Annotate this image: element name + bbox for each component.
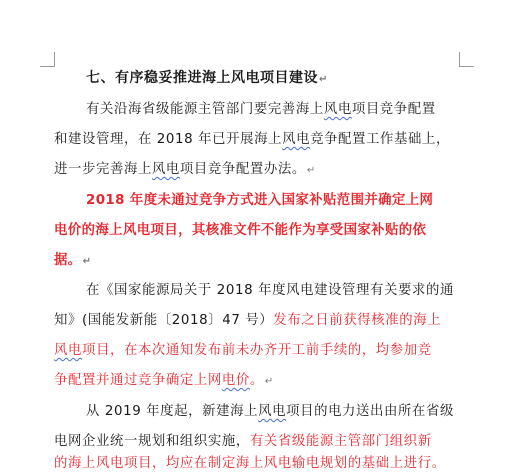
text-run: 知》(国能发新能〔2018〕47 号）: [54, 313, 274, 328]
paragraph-mark-icon: ↵: [264, 376, 274, 387]
spellcheck-word: 风电: [323, 102, 352, 117]
paragraph-4-line-1: [86, 403, 454, 421]
text-run: 争配置并通过竞争确定上网: [54, 373, 222, 388]
text-run: 项目，在本次通知发布前未办齐开工前手续的，均参加竞: [81, 343, 432, 358]
text-run: 有关沿海省级能源主管部门要完善海上: [86, 102, 324, 117]
paragraph-2-line-1: [86, 192, 433, 210]
paragraph-2-line-3: [54, 252, 91, 271]
paragraph-4-line-2: [54, 433, 432, 451]
text-run: 进一步完善海上: [54, 162, 152, 177]
text-run: 据。: [54, 253, 82, 268]
paragraph-3-line-3: [54, 342, 432, 360]
text-run: 在《国家能源局关于 2018 年度风电建设管理有关要求的通: [86, 283, 454, 298]
text-run: 有关省级能源主管部门组织新: [249, 434, 432, 449]
text-run: 2018 年度未通过竞争方式进入国家补贴范围并确定上网: [86, 193, 434, 208]
text-run: 项目竞争配置: [351, 102, 436, 117]
paragraph-3-line-2: [54, 312, 441, 330]
text-run: 发布之日前获得核准的海上: [273, 313, 442, 328]
text-run: 。: [249, 373, 264, 388]
text-run: 项目竞争配置办法。: [179, 162, 306, 177]
paragraph-3-line-4: [54, 372, 274, 391]
paragraph-2-line-2: [54, 222, 426, 240]
paragraph-4-line-3: [54, 455, 446, 473]
text-run: 和建设管理，在 2018 年已开展海上: [54, 132, 283, 147]
section-heading: [86, 69, 328, 89]
spellcheck-word: 风电: [258, 404, 287, 419]
spellcheck-word: 风电: [282, 132, 311, 147]
spellcheck-word: 风电: [54, 343, 82, 358]
paragraph-1-line-3: [54, 161, 316, 180]
paragraph-1-line-2: [54, 131, 450, 149]
paragraph-3-line-1: [86, 282, 454, 300]
corner-mark-top-right: [459, 52, 474, 67]
corner-mark-top-left: [40, 52, 55, 67]
text-run: 竞争配置工作基础上，: [310, 132, 450, 147]
text-run: 电价的海上风电项目，其核准文件不能作为享受国家补贴的依: [54, 223, 427, 238]
spellcheck-word: 电价: [221, 373, 250, 388]
paragraph-1-line-1: [86, 101, 436, 119]
spellcheck-word: 风电: [151, 162, 180, 177]
text-run: 项目的电力送出由所在省级: [286, 404, 454, 419]
section-heading-text: 七、有序稳妥推进海上风电项目建设: [86, 70, 318, 86]
paragraph-mark-icon: ↵: [82, 256, 92, 267]
paragraph-mark-icon: ↵: [319, 74, 328, 85]
text-run: 从 2019 年度起，新建海上: [86, 404, 259, 419]
text-run: 的海上风电项目，均应在制定海上风电输电规划的基础上进行。: [54, 456, 446, 471]
paragraph-mark-icon: ↵: [306, 165, 316, 176]
text-run: 电网企业统一规划和组织实施，: [54, 434, 250, 449]
